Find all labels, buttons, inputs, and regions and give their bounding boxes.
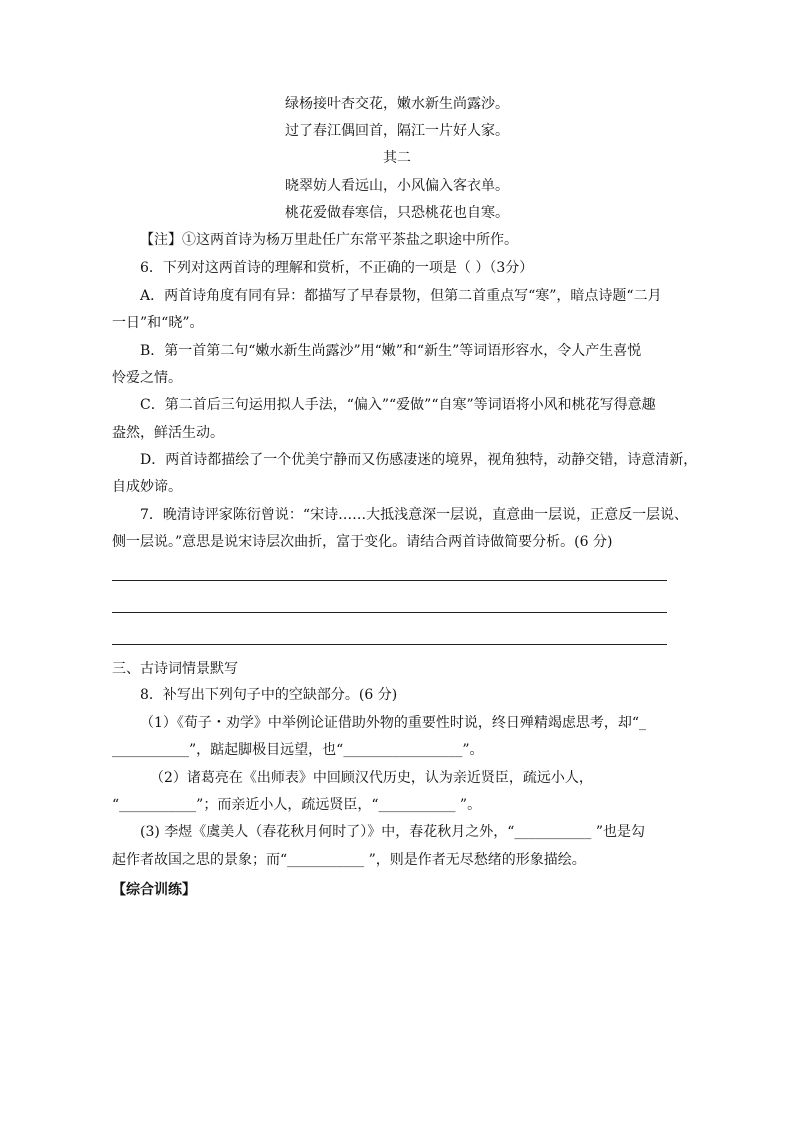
q8-item-2: （2）诸葛亮在《出师表》中回顾汉代历史，认为亲近贤臣，疏远小人， bbox=[150, 770, 593, 786]
poem-line-1: 绿杨接叶杏交花，嫩水新生尚露沙。 bbox=[285, 96, 509, 112]
answer-line-3 bbox=[112, 644, 667, 645]
q6-option-a-cont: 一日”和“晓”。 bbox=[112, 315, 204, 331]
q6-option-c: C．第二首后三句运用拟人手法，“偏入”“爱做”“自寒”等词语将小风和桃花写得意趣 bbox=[140, 397, 656, 413]
q6-option-c-cont: 盎然，鲜活生动。 bbox=[112, 425, 224, 441]
q8-item-1-cont: ___________”，踮起脚极目远望，也“_________________”。 bbox=[112, 742, 484, 758]
poem-line-2: 过了春江偶回首，隔江一片好人家。 bbox=[285, 123, 509, 139]
q6-option-a: A．两首诗角度有同有异：都描写了早春景物，但第二首重点写“寒”，暗点诗题“二月 bbox=[140, 288, 662, 304]
q8-stem: 8．补写出下列句子中的空缺部分。(6 分) bbox=[140, 687, 398, 703]
q6-option-d-cont: 自成妙谛。 bbox=[112, 479, 182, 495]
q6-option-d: D．两首诗都描绘了一个优美宁静而又伤感凄迷的境界，视角独特，动静交错，诗意清新， bbox=[140, 452, 698, 468]
section-3-title: 三、古诗词情景默写 bbox=[112, 661, 238, 677]
q7-stem-cont: 侧一层说。”意思是说宋诗层次曲折，富于变化。请结合两首诗做简要分析。(6 分) bbox=[112, 534, 613, 550]
q7-stem: 7．晚清诗评家陈衍曾说：“宋诗……大抵浅意深一层说，直意曲一层说，正意反一层说、 bbox=[140, 507, 689, 523]
section-heading-comprehensive-training: 【综合训练】 bbox=[112, 882, 196, 898]
q6-option-b: B．第一首第二句“嫩水新生尚露沙”用“嫩”和“新生”等词语形容水，令人产生喜悦 bbox=[140, 343, 642, 359]
poem-part2-title: 其二 bbox=[383, 150, 411, 166]
poem-line-4: 桃花爱做春寒信，只恐桃花也自寒。 bbox=[285, 205, 509, 221]
q8-item-3-cont: 起作者故国之思的景象；而“___________ ”，则是作者无尽愁绪的形象描绘。 bbox=[112, 852, 586, 868]
q6-option-b-cont: 怜爱之情。 bbox=[112, 370, 182, 386]
poem-line-3: 晓翠妨人看远山，小风偏入客衣单。 bbox=[285, 178, 509, 194]
answer-line-2 bbox=[112, 612, 667, 613]
q8-item-1: （1）《荀子・劝学》中举例论证借助外物的重要性时说，终日殚精竭虑思考，却“_ bbox=[140, 715, 647, 731]
q8-item-2-cont: “___________”；而亲近小人，疏远贤臣，“___________ ”。 bbox=[112, 797, 482, 813]
answer-line-1 bbox=[112, 580, 667, 581]
q6-stem: 6．下列对这两首诗的理解和赏析，不正确的一项是（ ）（3分） bbox=[140, 260, 534, 276]
poem-note: 【注】①这两首诗为杨万里赴任广东常平茶盐之职途中所作。 bbox=[140, 232, 518, 248]
q8-item-3: (3) 李煜《虞美人（春花秋月何时了）》中，春花秋月之外，“___________ ”也是勾 bbox=[140, 824, 646, 840]
